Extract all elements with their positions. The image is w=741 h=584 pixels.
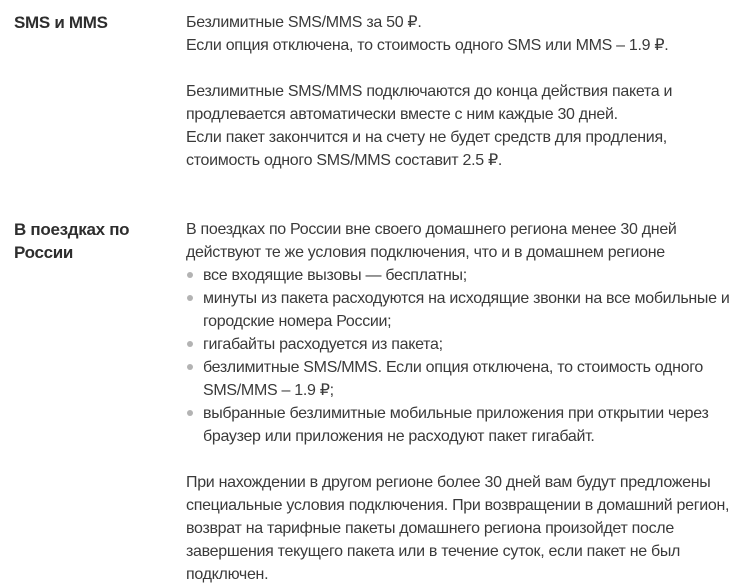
list-item: [186, 402, 735, 448]
text-line: Если опция отключена, то стоимость одного SMS или MMS – 1.9 ₽.: [186, 37, 669, 54]
section-term-sms-mms: SMS и MMS: [14, 13, 108, 32]
bullet-icon: [187, 410, 193, 416]
list-item: [186, 333, 735, 356]
list-item-text: безлимитные SMS/MMS. Если опция отключена, то стоимость одного SMS/MMS – 1.9 ₽;: [203, 359, 704, 399]
list-item-text: минуты из пакета расходуются на исходящие звонки на все мобильные и городские номера России;: [203, 290, 730, 330]
section-description: [186, 218, 735, 584]
bullet-icon: [187, 364, 193, 370]
text-line: Безлимитные SMS/MMS подключаются до конца действия пакета и продлевается автоматически вместе с ним каждые 30 дней.: [186, 83, 673, 123]
bullet-icon: [187, 341, 193, 347]
list-item: [186, 356, 735, 402]
list-item-text: все входящие вызовы — бесплатны;: [203, 267, 467, 284]
text-line: Безлимитные SMS/MMS за 50 ₽.: [186, 14, 422, 31]
paragraph: [186, 80, 735, 172]
bullet-icon: [187, 272, 193, 278]
conditions-list: [186, 264, 735, 448]
list-item: [186, 287, 735, 333]
bullet-icon: [187, 295, 193, 301]
list-item-text: гигабайты расходуется из пакета;: [203, 336, 443, 353]
section-sms-mms: [14, 11, 735, 172]
paragraph-intro: В поездках по России вне своего домашнего региона менее 30 дней действуют те же условия подключения, что и в домашнем регионе: [186, 221, 677, 261]
paragraph: [186, 11, 735, 57]
text-line: Если пакет закончится и на счету не будет средств для продления, стоимость одного SMS/MMS составит 2.5 ₽.: [186, 129, 667, 169]
section-travel-russia: [14, 218, 735, 584]
list-item: [186, 264, 735, 287]
section-term-travel-russia: В поездках по России: [14, 220, 130, 262]
paragraph-outro: При нахождении в другом регионе более 30 дней вам будут предложены специальные условия подключения. При возвращении в домашний регион, возврат на тарифные пакеты домашнего региона произойдет после завершения текущего пакета или в течение суток, если пакет не был подключен.: [186, 474, 730, 583]
section-description: [186, 11, 735, 172]
list-item-text: выбранные безлимитные мобильные приложения при открытии через браузер или приложения не расходуют пакет гигабайт.: [203, 405, 709, 445]
